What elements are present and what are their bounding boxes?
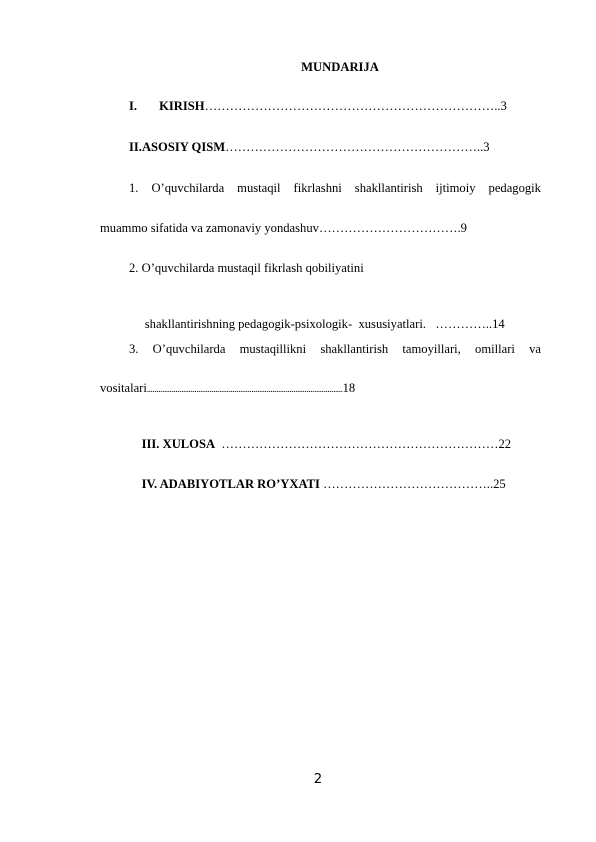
toc-page: 25 [493, 477, 506, 491]
word: O’quvchilarda [151, 181, 225, 195]
toc-entry-2-line1: 2. O’quvchilarda mustaqil fikrlash qobiliyatini [129, 261, 364, 275]
toc-entry-3-line2 [100, 380, 355, 397]
word: shakllantirish [354, 181, 423, 195]
toc-entry-label: KIRISH [159, 99, 205, 113]
word: O’quvchilarda [152, 342, 226, 356]
word: va [529, 342, 541, 356]
page-number: 2 [313, 772, 323, 787]
toc-page: 3 [483, 140, 490, 154]
toc-leader: ………………………………………………………… [215, 437, 499, 451]
toc-entry-label: III. XULOSA [141, 437, 216, 451]
toc-entry-kirish [129, 98, 507, 114]
word: 3. [129, 342, 139, 356]
toc-entry-label: IV. ADABIYOTLAR RO’YXATI [141, 477, 320, 491]
toc-entry-number: I. [129, 99, 138, 113]
word: fikrlashni [293, 181, 342, 195]
word: 1. [129, 181, 139, 195]
toc-entry-label: vositalari [100, 381, 147, 395]
toc-entry-asosiy-qism [129, 139, 490, 155]
word: mustaqil [237, 181, 281, 195]
toc-leader: ………….. [435, 317, 493, 331]
word: tamoyillari, [402, 342, 461, 356]
document-title: MUNDARIJA [301, 60, 379, 74]
toc-entry-3-line1 [129, 341, 541, 357]
toc-leader: ……………………………. [318, 221, 461, 235]
toc-page: 9 [460, 221, 467, 235]
word: omillari [475, 342, 515, 356]
word: pedagogik [488, 181, 541, 195]
toc-page: 3 [500, 99, 507, 113]
toc-entry-label: shakllantirishning pedagogik-psixologik- xususiyatlari. [141, 317, 436, 331]
toc-leader: ………………………………….. [319, 477, 494, 491]
toc-page: 18 [342, 381, 356, 395]
toc-leader: …………………………………………………….. [225, 140, 484, 154]
toc-entry-1-line2 [100, 220, 467, 236]
word: shakllantirish [320, 342, 389, 356]
toc-entry-1-line1 [129, 180, 541, 196]
toc-entry-adabiyotlar [129, 460, 506, 508]
toc-leader: ....................................................................................................... [146, 384, 343, 394]
word: ijtimoiy [435, 181, 476, 195]
toc-entry-label: II.ASOSIY QISM [129, 140, 226, 154]
toc-leader: …………………………………………………………….. [204, 99, 501, 113]
toc-page: 22 [498, 437, 512, 451]
word: mustaqillikni [239, 342, 307, 356]
toc-entry-label: muammo sifatida va zamonaviy yondashuv [100, 221, 319, 235]
toc-page: 14 [492, 317, 505, 331]
